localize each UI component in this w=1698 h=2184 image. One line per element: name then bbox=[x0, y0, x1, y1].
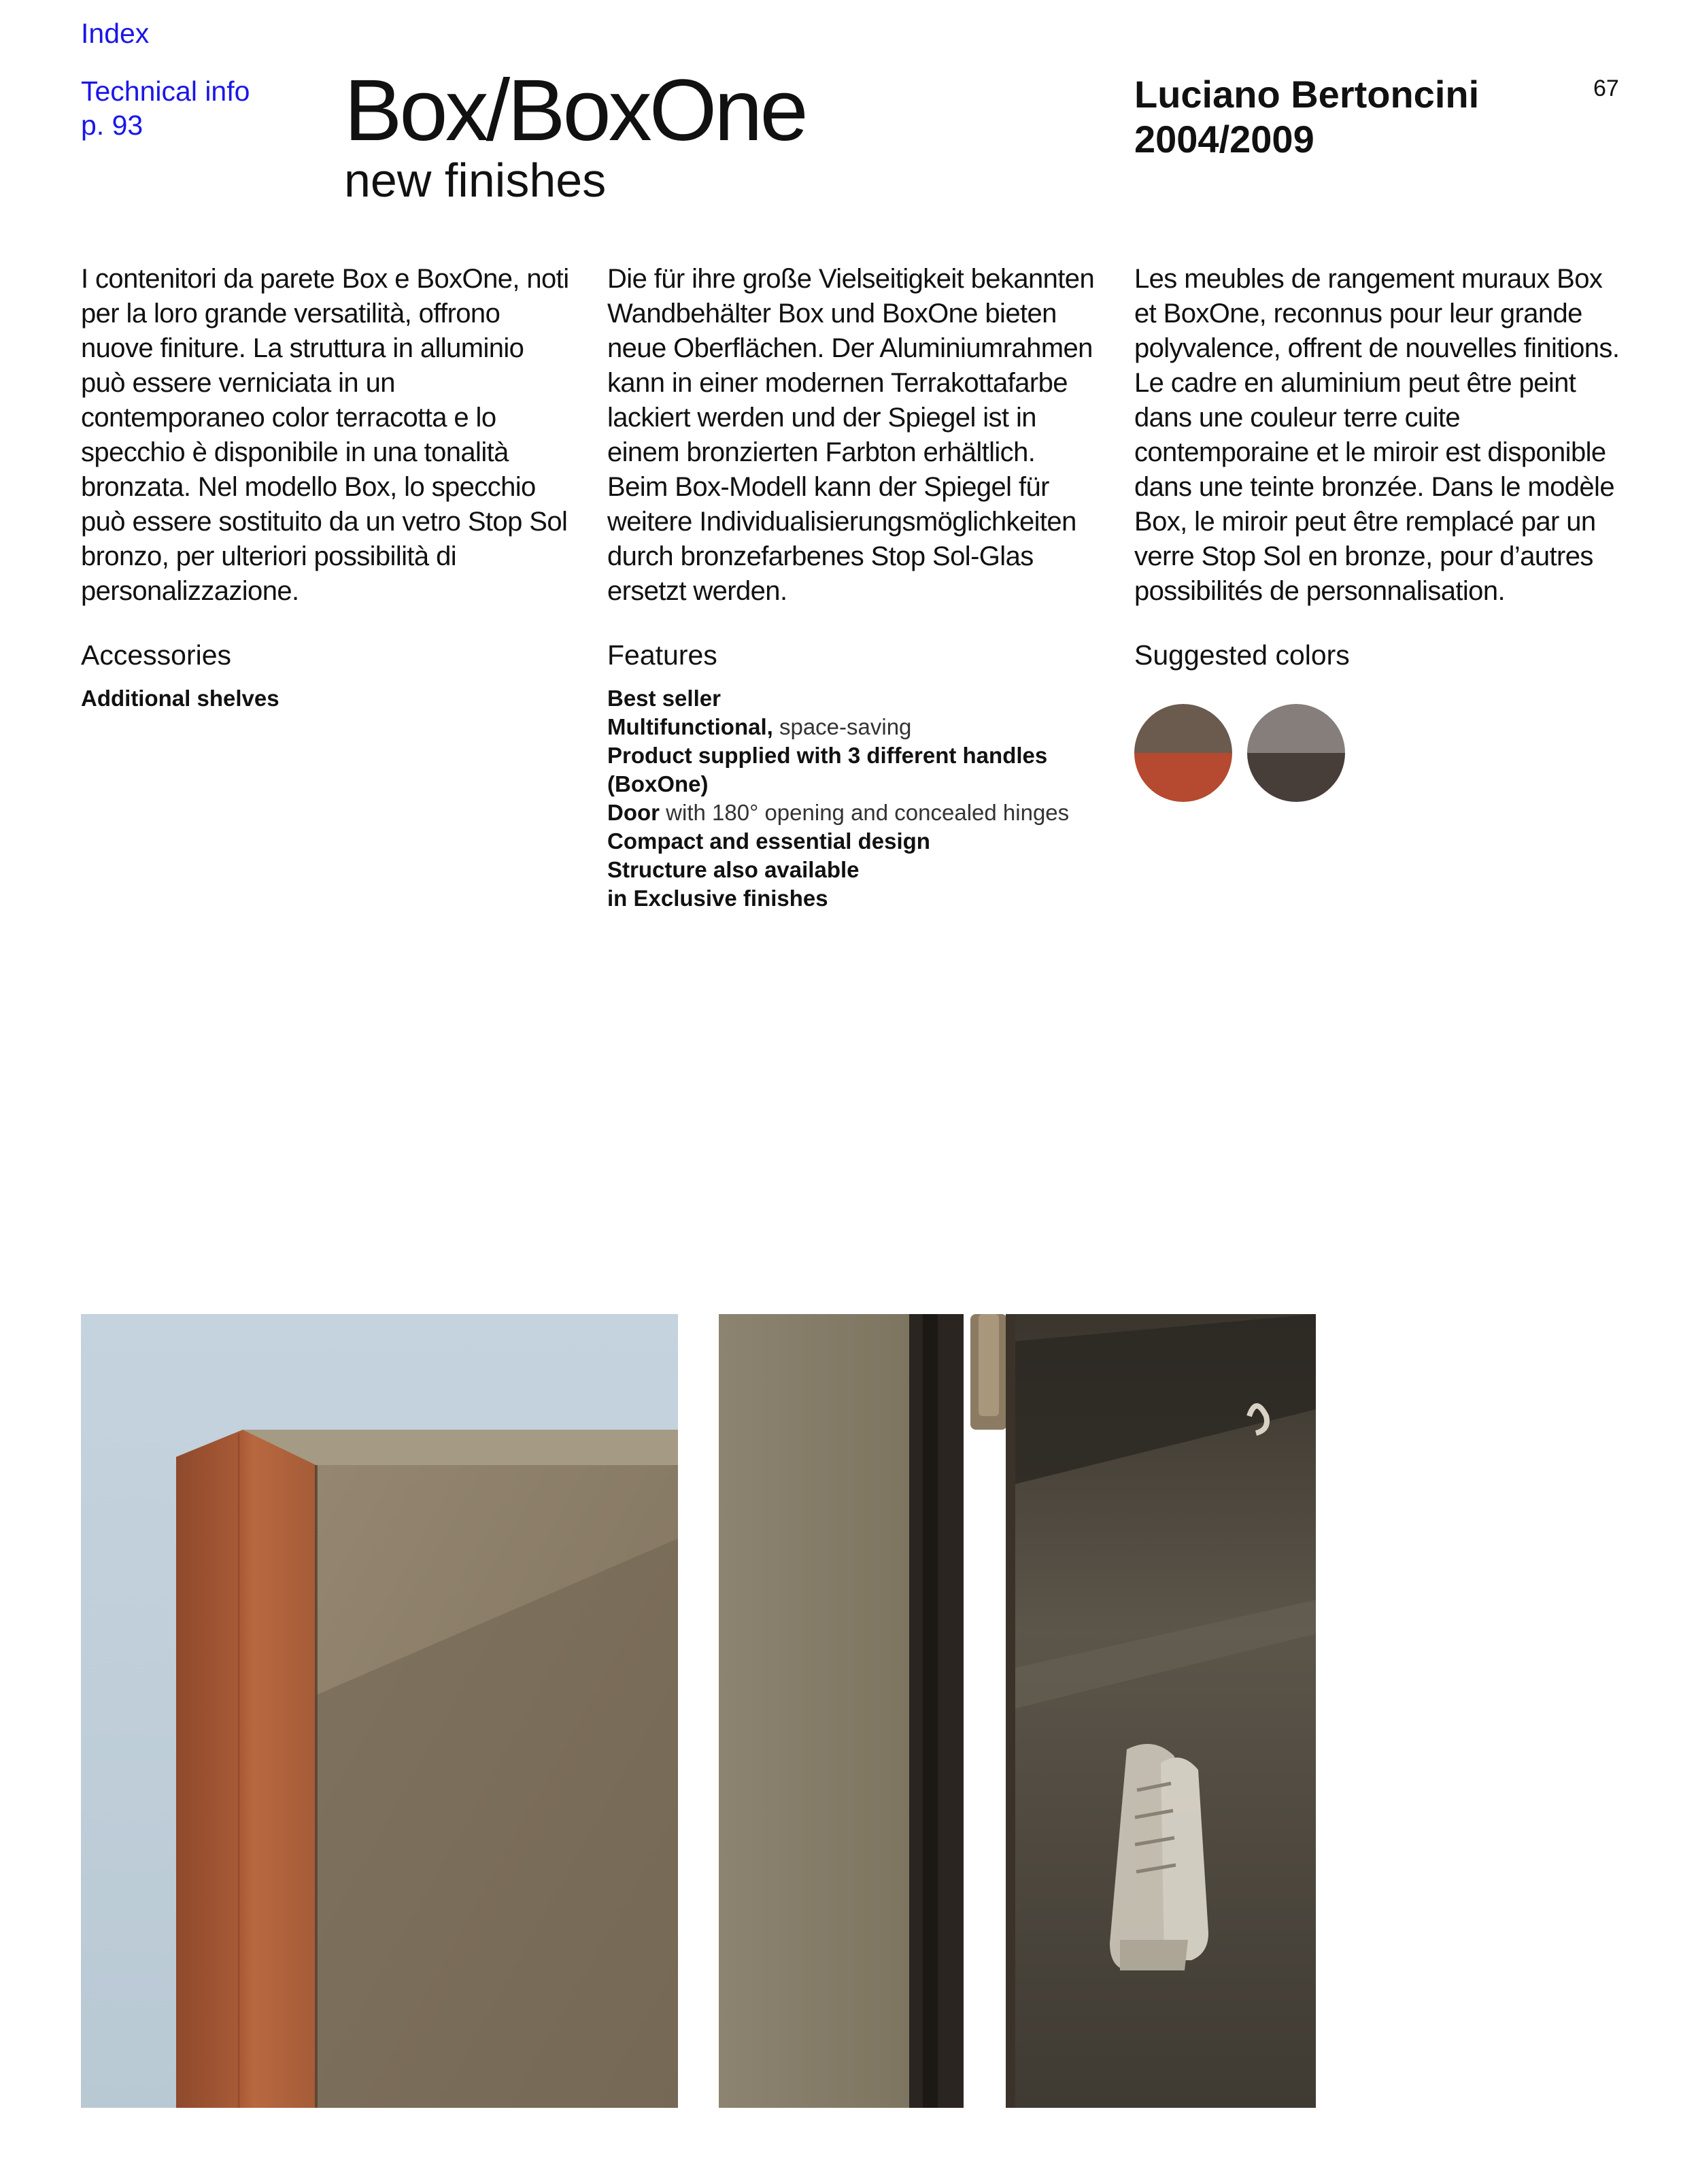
accessories-list bbox=[81, 684, 571, 713]
swatch-bottom bbox=[1247, 753, 1345, 802]
page-title: Box/BoxOne bbox=[344, 62, 806, 159]
color-swatch-grey bbox=[1247, 704, 1345, 802]
accessories-heading: Accessories bbox=[81, 639, 232, 671]
feature-bold: Compact and essential design bbox=[607, 828, 930, 854]
feature-bold: Best seller bbox=[607, 686, 721, 711]
feature-item bbox=[607, 827, 1097, 856]
feature-bold: Door bbox=[607, 800, 660, 825]
page-number: 67 bbox=[1593, 75, 1619, 101]
feature-bold: Multifunctional, bbox=[607, 714, 773, 739]
technical-info-label[interactable]: Technical info bbox=[81, 75, 250, 107]
accessory-item: Additional shelves bbox=[81, 686, 279, 711]
swatch-bottom bbox=[1134, 753, 1232, 802]
feature-item bbox=[607, 684, 1097, 713]
feature-item bbox=[607, 884, 1097, 913]
description-italian: I contenitori da parete Box e BoxOne, noti per la loro grande versatilità, offrono nuove finiture. La struttura in alluminio può essere verniciata in un contemporaneo color terracotta e lo specchio è disponibile in una tonalità bronzata. Nel modello Box, lo specchio può essere sostituito da un vetro Stop Sol bronzo, per ulteriori possibilità di personalizzazione. bbox=[81, 264, 569, 606]
feature-item bbox=[607, 799, 1097, 827]
feature-normal: with 180° opening and concealed hinges bbox=[660, 800, 1070, 825]
product-photo-bronze-mirror bbox=[719, 1314, 1316, 2108]
feature-bold: in Exclusive finishes bbox=[607, 886, 828, 911]
page-subtitle: new finishes bbox=[344, 154, 607, 207]
index-link[interactable]: Index bbox=[81, 18, 150, 49]
feature-item bbox=[607, 856, 1097, 884]
product-photo-terracotta-cabinet bbox=[81, 1314, 678, 2108]
technical-info-link[interactable] bbox=[81, 74, 312, 142]
swatch-top bbox=[1247, 704, 1345, 753]
designer-block bbox=[1134, 72, 1542, 162]
swatch-top bbox=[1134, 704, 1232, 753]
feature-bold: Structure also available bbox=[607, 857, 860, 882]
suggested-colors-heading: Suggested colors bbox=[1134, 639, 1350, 671]
feature-item bbox=[607, 713, 1097, 741]
description-french: Les meubles de rangement muraux Box et BoxOne, reconnus pour leur grande polyvalence, offrent de nouvelles finitions. Le cadre en aluminium peut être peint dans une couleur terre cuite contemporaine et le miroir est disponible dans une teinte bronzée. Dans le modèle Box, le miroir peut être remplacé par un verre Stop Sol en bronze, pour d’autres possibilités de personnalisation. bbox=[1134, 264, 1620, 606]
feature-normal: space-saving bbox=[772, 714, 912, 739]
feature-bold: Product supplied with 3 different handles (BoxOne) bbox=[607, 743, 1048, 796]
feature-item bbox=[607, 741, 1097, 799]
technical-info-page[interactable]: p. 93 bbox=[81, 110, 143, 141]
color-swatch-terracotta bbox=[1134, 704, 1232, 802]
features-heading: Features bbox=[607, 639, 717, 671]
description-german: Die für ihre große Vielseitigkeit bekannten Wandbehälter Box und BoxOne bieten neue Oberflächen. Der Aluminiumrahmen kann in einer modernen Terrakottafarbe lackiert werden und der Spiegel ist in einem bronzierten Farbton erhältlich. Beim Box-Modell kann der Spiegel für weitere Individualisierungsmöglichkeiten durch bronzefarbenes Stop Sol-Glas ersetzt werden. bbox=[607, 264, 1095, 606]
designer-years: 2004/2009 bbox=[1134, 118, 1314, 161]
designer-name: Luciano Bertoncini bbox=[1134, 73, 1480, 116]
features-list bbox=[607, 684, 1097, 913]
